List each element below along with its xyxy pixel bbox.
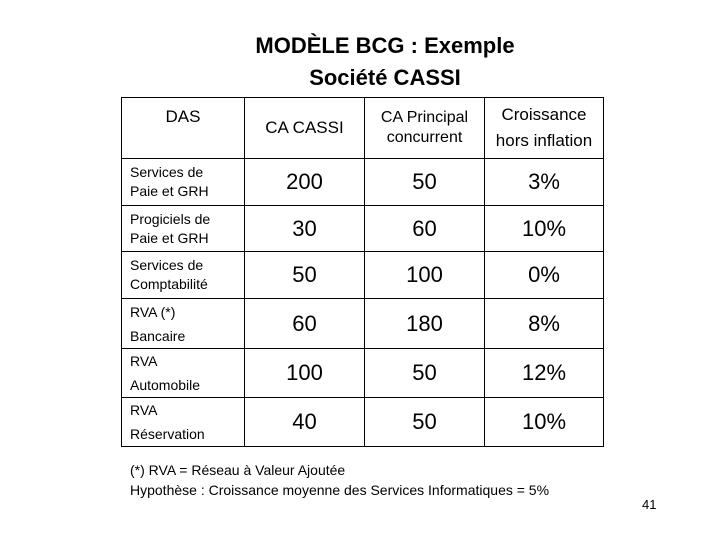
header-ca-principal: [365, 98, 485, 159]
header-croissance: [485, 98, 604, 159]
cell-ca-principal: 100: [365, 252, 485, 299]
row-das-label: [122, 299, 245, 349]
das-label-line1: Services de: [130, 257, 204, 273]
cell-croissance: 8%: [485, 299, 604, 349]
title-line-1: MODÈLE BCG : Exemple: [255, 33, 515, 58]
cell-croissance: 0%: [485, 252, 604, 299]
cell-ca-principal: 60: [365, 206, 485, 252]
cell-croissance: 3%: [485, 159, 604, 206]
das-label-line2: Paie et GRH: [130, 183, 209, 199]
page-title: [0, 30, 720, 94]
cell-ca-cassi: 100: [245, 349, 365, 398]
table-row: [122, 252, 604, 299]
cell-croissance: 10%: [485, 398, 604, 447]
cell-ca-principal: 50: [365, 159, 485, 206]
cell-croissance: 10%: [485, 206, 604, 252]
table-row: [122, 349, 604, 398]
das-label-line2: Paie et GRH: [130, 229, 209, 246]
header-ca-cassi: CA CASSI: [245, 98, 365, 159]
das-label-line2: Automobile: [130, 377, 201, 393]
header-das: DAS: [122, 98, 245, 159]
cell-ca-cassi: 30: [245, 206, 365, 252]
das-label-line2: Réservation: [130, 426, 205, 442]
das-label-line2: Bancaire: [130, 327, 186, 344]
das-label-line1: RVA: [130, 353, 158, 369]
footnote-rva-definition: (*) RVA = Réseau à Valeur Ajoutée: [130, 462, 346, 478]
cell-ca-cassi: 200: [245, 159, 365, 206]
row-das-label: [122, 252, 245, 299]
cell-ca-cassi: 60: [245, 299, 365, 349]
das-label-line1: Services de: [130, 164, 204, 180]
cell-ca-principal: 50: [365, 349, 485, 398]
cell-ca-cassi: 40: [245, 398, 365, 447]
das-label-line1: RVA (*): [130, 303, 176, 320]
footnote-hypothesis: Hypothèse : Croissance moyenne des Services Informatiques = 5%: [130, 482, 550, 498]
das-label-line2: Comptabilité: [130, 276, 208, 292]
row-das-label: [122, 398, 245, 447]
cell-ca-principal: 180: [365, 299, 485, 349]
row-das-label: [122, 206, 245, 252]
table-row: [122, 299, 604, 349]
cell-ca-cassi: 50: [245, 252, 365, 299]
header-ca-principal-line2: concurrent: [386, 129, 463, 146]
row-das-label: [122, 159, 245, 206]
row-das-label: [122, 349, 245, 398]
table-row: [122, 206, 604, 252]
cell-ca-principal: 50: [365, 398, 485, 447]
table-header-row: [122, 98, 604, 159]
das-label-line1: Progiciels de: [130, 210, 211, 227]
bcg-table: [121, 97, 604, 447]
table-row: [122, 398, 604, 447]
header-croissance-line2: hors inflation: [495, 131, 593, 150]
cell-croissance: 12%: [485, 349, 604, 398]
header-croissance-line1: Croissance: [501, 105, 587, 124]
table-row: [122, 159, 604, 206]
title-line-2: Société CASSI: [309, 65, 461, 90]
footnotes: [130, 460, 549, 500]
header-ca-principal-line1: CA Principal: [380, 109, 469, 126]
page-number: 41: [642, 497, 657, 512]
das-label-line1: RVA: [130, 402, 158, 418]
